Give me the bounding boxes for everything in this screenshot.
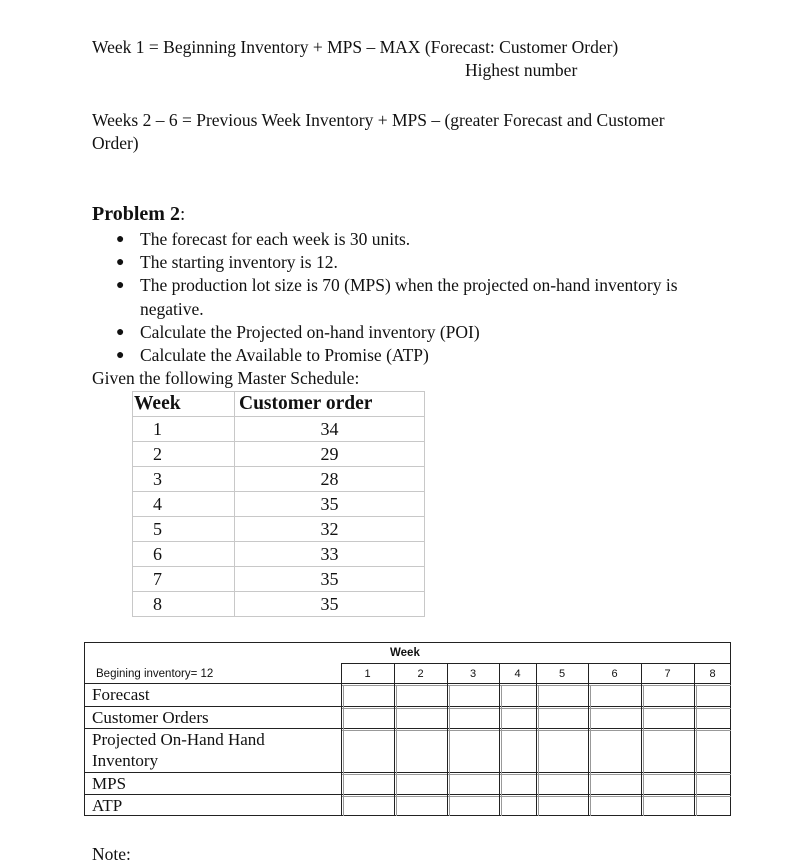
- grid-line: [343, 685, 344, 816]
- grid-line: [84, 794, 731, 795]
- grid-line: [538, 685, 539, 816]
- table-row: [133, 442, 425, 467]
- given-text: Given the following Master Schedule:: [92, 368, 360, 388]
- grid-line: [590, 685, 591, 816]
- grid-line: [499, 663, 500, 816]
- bullet-item-4: Calculate the Projected on-hand inventory (POI): [140, 322, 480, 342]
- week-number: 4: [514, 668, 521, 680]
- order-cell: 35: [235, 592, 425, 617]
- grid-line: [641, 663, 642, 816]
- grid-line: [84, 683, 731, 684]
- bullet-item-1: The forecast for each week is 30 units.: [140, 229, 411, 249]
- table-row: [133, 517, 425, 542]
- order-cell: 34: [235, 417, 425, 442]
- week-number: 7: [664, 668, 671, 680]
- col-header-customer-order: Customer order: [235, 392, 425, 417]
- row-label-mps: MPS: [92, 774, 127, 793]
- order-cell: 28: [235, 467, 425, 492]
- row-label-projected-on-hand-cont: Inventory: [92, 751, 159, 770]
- week1-formula: Week 1 = Beginning Inventory + MPS – MAX (Forecast: Customer Order): [92, 37, 619, 57]
- table-row: [133, 542, 425, 567]
- problem-title-colon: :: [179, 204, 186, 225]
- week-number: 6: [611, 668, 618, 680]
- grid-line: [501, 685, 502, 816]
- grid-line: [447, 663, 448, 816]
- bullet-icon: ●: [116, 325, 125, 340]
- grid-line: [449, 685, 450, 816]
- master-schedule-table: [132, 391, 425, 617]
- beginning-inventory-label: Begining inventory= 12: [96, 668, 214, 680]
- grid-line: [84, 772, 731, 773]
- table-row: [133, 567, 425, 592]
- col-header-week: Week: [133, 392, 235, 417]
- bullet-icon: ●: [116, 278, 125, 293]
- bullet-icon: ●: [116, 348, 125, 363]
- row-label-projected-on-hand: Projected On-Hand Hand: [92, 730, 265, 749]
- grid-line: [394, 663, 395, 816]
- table-row: [133, 467, 425, 492]
- bullet-item-3-cont: negative.: [140, 299, 204, 319]
- row-label-atp: ATP: [92, 796, 123, 815]
- row-label-forecast: Forecast: [92, 685, 150, 704]
- problem-title-text: Problem 2: [92, 203, 180, 225]
- grid-line: [536, 663, 537, 816]
- grid-line: [396, 685, 397, 816]
- table-header-row: [133, 392, 425, 417]
- grid-line: [341, 663, 342, 816]
- grid-line: [588, 663, 589, 816]
- grid-line: [696, 685, 697, 816]
- week-cell: 8: [133, 592, 235, 617]
- grid-line: [694, 663, 695, 816]
- week-cell: 3: [133, 467, 235, 492]
- problem-title: [92, 203, 185, 226]
- order-cell: 33: [235, 542, 425, 567]
- order-cell: 35: [235, 567, 425, 592]
- weeks26-formula: Weeks 2 – 6 = Previous Week Inventory + MPS – (greater Forecast and Customer: [92, 110, 665, 130]
- grid-line: [84, 706, 731, 707]
- week-cell: 2: [133, 442, 235, 467]
- order-cell: 35: [235, 492, 425, 517]
- weeks26-formula-cont: Order): [92, 133, 139, 153]
- week-number: 2: [417, 668, 424, 680]
- week-cell: 6: [133, 542, 235, 567]
- bullet-icon: ●: [116, 255, 125, 270]
- week-cell: 7: [133, 567, 235, 592]
- bullet-item-2: The starting inventory is 12.: [140, 252, 338, 272]
- week-number: 3: [469, 668, 477, 680]
- table-row: [133, 592, 425, 617]
- bullet-icon: ●: [116, 232, 125, 247]
- note-label: Note:: [92, 844, 131, 864]
- grid-line: [643, 685, 644, 816]
- bullet-item-5: Calculate the Available to Promise (ATP): [140, 345, 429, 365]
- week-cell: 1: [133, 417, 235, 442]
- grid-line: [84, 728, 731, 729]
- week-cell: 5: [133, 517, 235, 542]
- week-header: Week: [390, 647, 420, 659]
- week-number: 1: [364, 668, 371, 680]
- bullet-item-3: The production lot size is 70 (MPS) when the projected on-hand inventory is: [140, 275, 678, 295]
- week-number: 8: [709, 668, 716, 680]
- order-cell: 29: [235, 442, 425, 467]
- week-cell: 4: [133, 492, 235, 517]
- table-row: [133, 492, 425, 517]
- table-row: [133, 417, 425, 442]
- row-label-customer-orders: Customer Orders: [92, 708, 209, 727]
- week1-formula-note: Highest number: [465, 60, 578, 80]
- week-number: 5: [558, 668, 566, 680]
- order-cell: 32: [235, 517, 425, 542]
